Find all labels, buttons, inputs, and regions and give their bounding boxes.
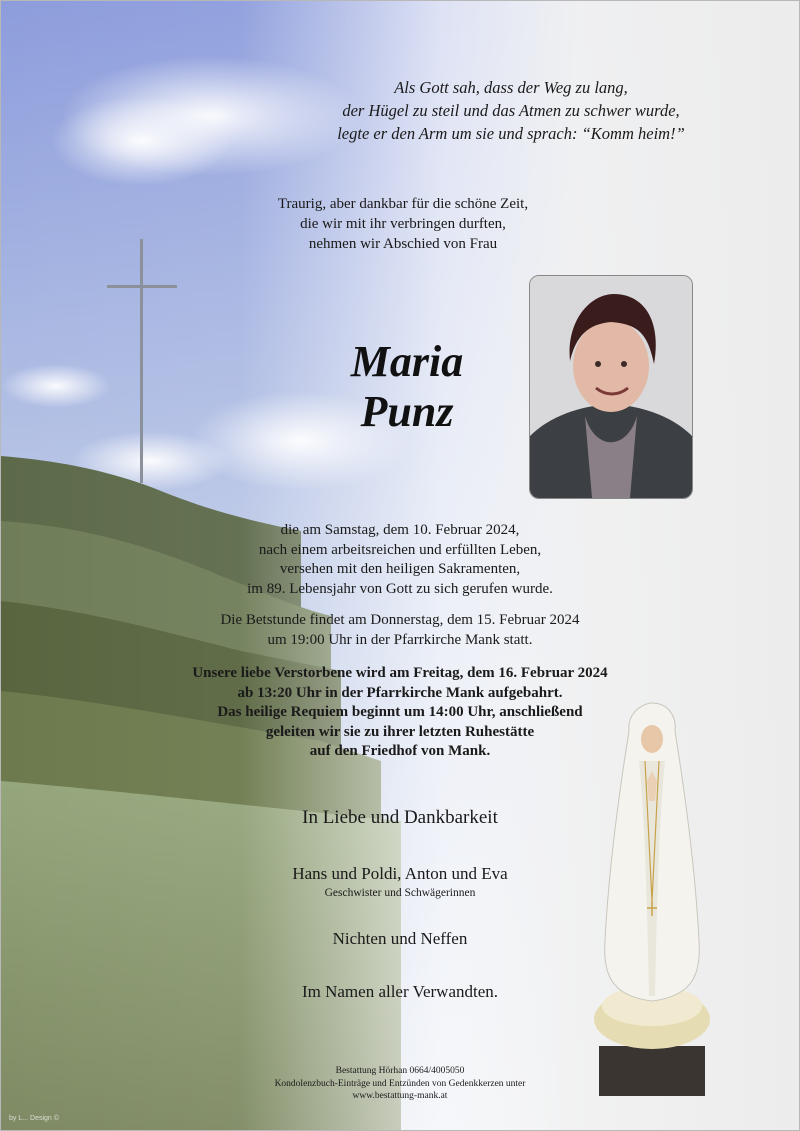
- portrait-image: [530, 276, 692, 498]
- prayer-line: Die Betstunde findet am Donnerstag, dem 15. Februar 2024: [220, 612, 580, 628]
- funeral-line: ab 13:20 Uhr in der Pfarrkirche Mank aufgebahrt.: [237, 684, 563, 701]
- first-name: Maria: [350, 337, 464, 386]
- portrait-photo: [529, 275, 693, 499]
- siblings-line: Hans und Poldi, Anton und Eva: [292, 864, 508, 883]
- funeral-line: Das heilige Requiem beginnt um 14:00 Uhr, anschließend: [217, 704, 583, 720]
- footer-undertaker: Bestattung Hörhan 0664/4005050: [335, 1066, 465, 1076]
- nieces-line: Nichten und Neffen: [332, 929, 468, 948]
- last-name: Punz: [360, 387, 454, 436]
- cross-icon: [105, 239, 179, 483]
- prayer-service: [1, 611, 799, 650]
- poem-line: der Hügel zu steil und das Atmen zu schwer wurde,: [342, 101, 680, 120]
- funeral-line: auf den Friedhof von Mank.: [309, 743, 491, 759]
- poem-line: legte er den Arm um sie und sprach: “Komm heim!”: [337, 124, 685, 143]
- prayer-line: um 19:00 Uhr in der Pfarrkirche Mank statt.: [267, 631, 533, 648]
- death-line: nach einem arbeitsreichen und erfüllten Leben,: [258, 541, 542, 558]
- footer-condolence: Kondolenzbuch-Einträge und Entzünden von Gedenkkerzen unter: [274, 1078, 526, 1089]
- intro-line: Traurig, aber dankbar für die schöne Zeit,: [277, 196, 529, 212]
- madonna-statue-icon: [587, 701, 717, 1101]
- intro-text: [1, 194, 800, 254]
- watermark: by L... Design ©: [9, 1115, 59, 1122]
- death-line: die am Samstag, dem 10. Februar 2024,: [280, 522, 520, 538]
- footer-website[interactable]: www.bestattung-mank.at: [352, 1091, 448, 1101]
- relatives-line: Im Namen aller Verwandten.: [301, 982, 499, 1001]
- funeral-line: geleiten wir sie zu ihrer letzten Ruhestätte: [265, 723, 535, 740]
- death-line: versehen mit den heiligen Sakramenten,: [279, 561, 521, 577]
- poem-line: Als Gott sah, dass der Weg zu lang,: [394, 78, 628, 97]
- thanks-line: In Liebe und Dankbarkeit: [302, 807, 498, 828]
- death-notice: [1, 521, 799, 599]
- intro-line: nehmen wir Abschied von Frau: [308, 236, 498, 252]
- funeral-line: Unsere liebe Verstorbene wird am Freitag, dem 16. Februar 2024: [192, 665, 608, 681]
- deceased-name: [307, 337, 507, 437]
- intro-line: die wir mit ihr verbringen durften,: [300, 216, 506, 232]
- death-line: im 89. Lebensjahr von Gott zu sich gerufen wurde.: [247, 580, 553, 597]
- siblings-relation: Geschwister und Schwägerinnen: [324, 887, 476, 899]
- poem: [171, 76, 800, 145]
